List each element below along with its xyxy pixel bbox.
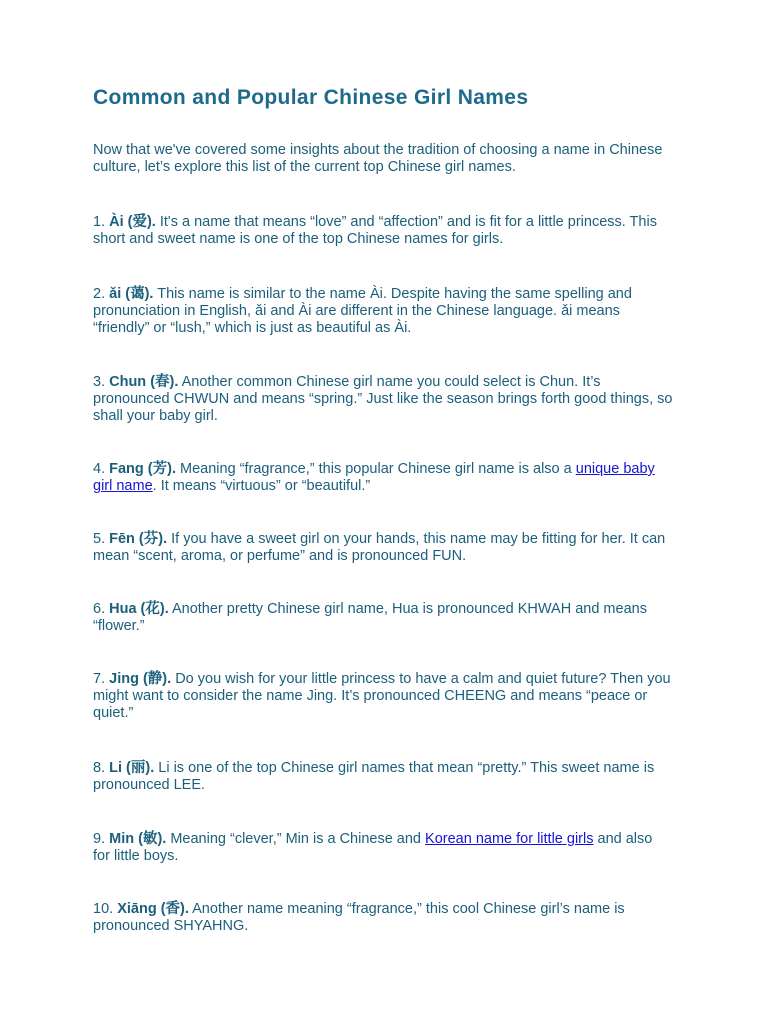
entry-description-end: . It means “virtuous” or “beautiful.” bbox=[152, 478, 371, 494]
entry-description: If you have a sweet girl on your hands, this name may be fitting for her. It can mean “scent, aroma, or perfume” and is pronounced FUN. bbox=[93, 531, 666, 564]
entry-name: Li (丽). bbox=[109, 760, 155, 776]
entry-name: Fēn (芬). bbox=[109, 531, 168, 547]
entry-description: This name is similar to the name Ài. Despite having the same spelling and pronunciation in English, ǎi and Ài are different in the Chinese language. ǎi means “friendly” or “lush,” which is just as beautiful as Ài. bbox=[93, 286, 632, 336]
entry-number: 5. bbox=[93, 531, 106, 547]
name-entry-4 bbox=[93, 461, 673, 495]
name-entry-7 bbox=[93, 671, 673, 722]
entry-description: It's a name that means “love” and “affection” and is fit for a little princess. This short and sweet name is one of the top Chinese names for girls. bbox=[93, 214, 657, 247]
entry-number: 10. bbox=[93, 901, 114, 917]
entry-number: 7. bbox=[93, 671, 106, 687]
name-entry-6 bbox=[93, 601, 673, 635]
entry-description: Li is one of the top Chinese girl names that mean “pretty.” This sweet name is pronounced LEE. bbox=[93, 760, 655, 793]
entry-name: Xiāng (香). bbox=[117, 901, 189, 917]
entry-name: Chun (春). bbox=[109, 374, 179, 390]
entry-number: 1. bbox=[93, 214, 106, 230]
entry-description: Another pretty Chinese girl name, Hua is pronounced KHWAH and means “flower.” bbox=[93, 601, 647, 634]
entry-number: 6. bbox=[93, 601, 106, 617]
korean-name-for-little-girls-link[interactable]: Korean name for little girls bbox=[425, 831, 594, 847]
entry-number: 3. bbox=[93, 374, 106, 390]
entry-name: Min (敏). bbox=[109, 831, 167, 847]
entry-description-end: and also for little boys. bbox=[93, 831, 653, 864]
entry-name: Fang (芳). bbox=[109, 461, 176, 477]
name-entry-3 bbox=[93, 374, 673, 425]
entry-name: Ài (爱). bbox=[109, 214, 156, 230]
name-entry-1 bbox=[93, 214, 673, 248]
entry-description-start: Meaning “fragrance,” this popular Chinese girl name is also a bbox=[180, 461, 572, 477]
entry-name: ǎi (蔼). bbox=[109, 286, 154, 302]
entry-description: Another name meaning “fragrance,” this cool Chinese girl’s name is pronounced SHYAHNG. bbox=[93, 901, 625, 934]
entry-number: 4. bbox=[93, 461, 106, 477]
entry-name: Hua (花). bbox=[109, 601, 169, 617]
entry-number: 2. bbox=[93, 286, 106, 302]
entry-name: Jing (静). bbox=[109, 671, 172, 687]
name-entry-10 bbox=[93, 901, 673, 935]
entry-description-start: Meaning “clever,” Min is a Chinese and bbox=[170, 831, 421, 847]
entry-description: Do you wish for your little princess to have a calm and quiet future? Then you might want to consider the name Jing. It’s pronounced CHEENG and means “peace or quiet.” bbox=[93, 671, 671, 721]
entry-number: 8. bbox=[93, 760, 106, 776]
unique-baby-girl-name-link[interactable]: unique baby girl name bbox=[93, 461, 655, 494]
name-entry-9 bbox=[93, 831, 673, 865]
page-title: Common and Popular Chinese Girl Names bbox=[93, 86, 529, 109]
name-entry-8 bbox=[93, 760, 673, 794]
entry-description: Another common Chinese girl name you could select is Chun. It’s pronounced CHWUN and means “spring.” Just like the season brings forth good things, so shall your baby girl. bbox=[93, 374, 673, 424]
intro-paragraph: Now that we've covered some insights about the tradition of choosing a name in Chinese culture, let’s explore this list of the current top Chinese girl names. bbox=[93, 142, 663, 175]
name-entry-2 bbox=[93, 286, 673, 337]
entry-number: 9. bbox=[93, 831, 106, 847]
name-entry-5 bbox=[93, 531, 673, 565]
